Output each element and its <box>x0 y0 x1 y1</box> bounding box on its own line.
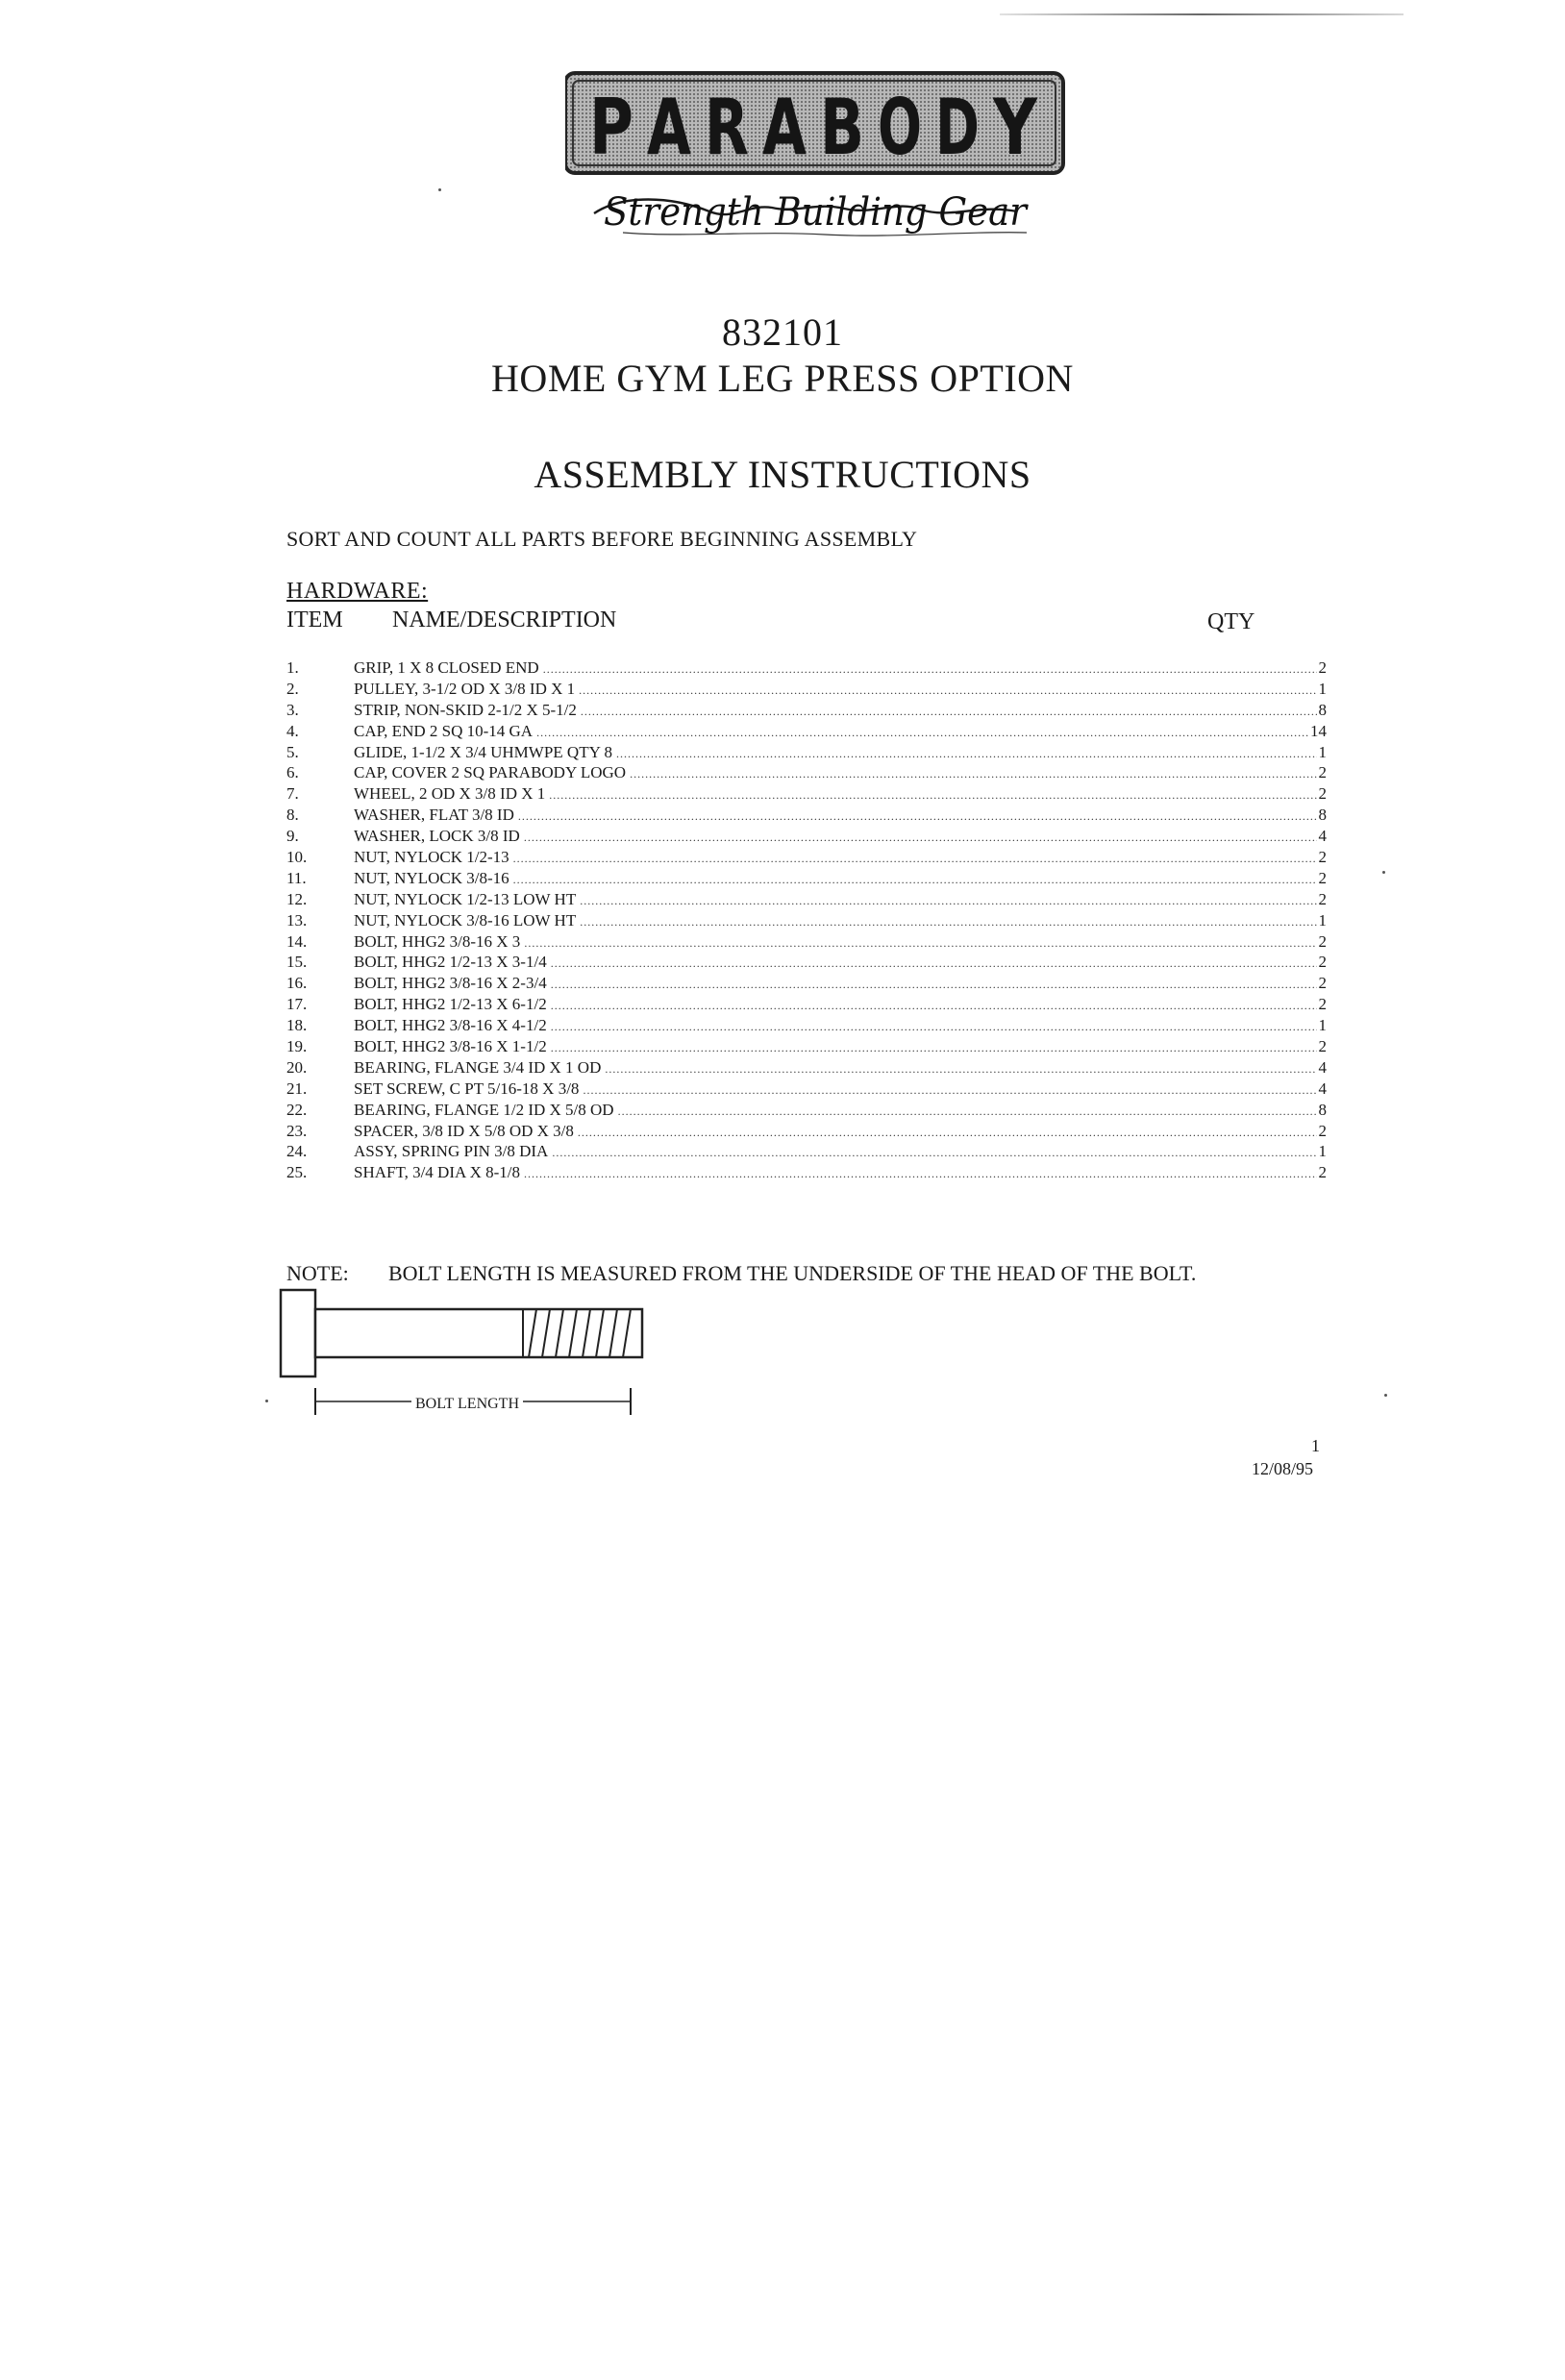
part-number: 1. <box>286 658 299 677</box>
scan-speck <box>265 1400 268 1402</box>
part-description: NUT, NYLOCK 3/8-16 <box>354 868 509 887</box>
part-entry <box>354 868 1327 891</box>
dot-leader <box>513 870 1317 891</box>
bolt-head <box>281 1290 315 1376</box>
part-description: CAP, COVER 2 SQ PARABODY LOGO <box>354 763 627 782</box>
column-header-item: ITEM <box>286 607 343 632</box>
part-description: SET SCREW, C PT 5/16-18 X 3/8 <box>354 1078 580 1098</box>
part-entry <box>354 910 1327 933</box>
part-entry <box>354 1162 1327 1185</box>
part-number: 2. <box>286 679 299 698</box>
part-number: 14. <box>286 931 308 951</box>
part-row <box>286 1078 1327 1100</box>
parabody-logo-graphic <box>565 69 1065 261</box>
dot-leader <box>524 828 1317 849</box>
part-number: 23. <box>286 1121 308 1140</box>
part-description: ASSY, SPRING PIN 3/8 DIA <box>354 1142 549 1161</box>
part-row <box>286 1100 1327 1121</box>
dot-leader <box>551 1038 1317 1059</box>
part-row <box>286 1162 1327 1183</box>
part-quantity: 4 <box>1318 1057 1327 1077</box>
part-number: 18. <box>286 1016 308 1035</box>
part-row <box>286 826 1327 847</box>
logo-letter: B <box>820 83 864 172</box>
part-quantity: 1 <box>1318 1016 1327 1035</box>
part-row <box>286 994 1327 1015</box>
hardware-heading: HARDWARE: <box>286 579 429 604</box>
part-entry <box>354 657 1327 681</box>
dot-leader <box>579 681 1316 702</box>
dot-leader <box>524 1164 1317 1185</box>
scan-speck <box>1382 871 1385 874</box>
part-row <box>286 910 1327 931</box>
part-entry <box>354 742 1327 765</box>
part-description: GLIDE, 1-1/2 X 3/4 UHMWPE QTY 8 <box>354 742 612 761</box>
logo-letter: A <box>647 83 692 172</box>
dot-leader <box>551 996 1317 1017</box>
part-entry <box>354 826 1327 849</box>
scan-artifact-line <box>1000 13 1404 15</box>
note-label: NOTE: <box>286 1261 349 1285</box>
part-quantity: 8 <box>1318 806 1327 825</box>
part-entry <box>354 1015 1327 1038</box>
part-entry <box>354 1121 1327 1144</box>
part-number: 3. <box>286 700 299 719</box>
dot-leader <box>580 891 1316 912</box>
dot-leader <box>551 954 1317 975</box>
part-number: 4. <box>286 721 299 740</box>
dot-leader <box>578 1123 1317 1144</box>
part-row <box>286 762 1327 783</box>
part-number: 10. <box>286 848 308 867</box>
part-entry <box>354 679 1327 702</box>
part-description: SHAFT, 3/4 DIA X 8-1/8 <box>354 1163 520 1182</box>
part-entry <box>354 721 1327 744</box>
dot-leader <box>618 1102 1317 1123</box>
part-quantity: 8 <box>1318 1100 1327 1119</box>
part-entry <box>354 1141 1327 1164</box>
part-quantity: 1 <box>1318 742 1327 761</box>
document-subtitle: ASSEMBLY INSTRUCTIONS <box>534 453 1031 496</box>
dot-leader <box>551 975 1317 996</box>
logo-letter: R <box>705 83 749 172</box>
part-row <box>286 931 1327 953</box>
bolt-length-label: BOLT LENGTH <box>411 1396 523 1413</box>
part-quantity: 2 <box>1318 868 1327 887</box>
logo-letter: Y <box>992 83 1038 172</box>
part-row <box>286 679 1327 700</box>
part-description: NUT, NYLOCK 3/8-16 LOW HT <box>354 910 577 930</box>
part-number: 8. <box>286 806 299 825</box>
part-entry <box>354 931 1327 954</box>
part-row <box>286 847 1327 868</box>
part-row <box>286 1121 1327 1142</box>
part-quantity: 2 <box>1318 995 1327 1014</box>
part-number: 24. <box>286 1142 308 1161</box>
part-number: 21. <box>286 1078 308 1098</box>
part-entry <box>354 700 1327 723</box>
part-number: 20. <box>286 1057 308 1077</box>
logo-letter: A <box>762 83 807 172</box>
part-quantity: 2 <box>1318 931 1327 951</box>
part-quantity: 2 <box>1318 889 1327 908</box>
part-number: 25. <box>286 1163 308 1182</box>
part-quantity: 2 <box>1318 1037 1327 1056</box>
part-quantity: 2 <box>1318 953 1327 972</box>
part-entry <box>354 952 1327 975</box>
dot-leader <box>524 933 1316 954</box>
part-quantity: 2 <box>1318 784 1327 804</box>
part-quantity: 2 <box>1318 1121 1327 1140</box>
part-description: BOLT, HHG2 3/8-16 X 1-1/2 <box>354 1037 547 1056</box>
scan-speck <box>438 188 441 191</box>
part-row <box>286 657 1327 679</box>
column-header-qty: QTY <box>1207 609 1255 634</box>
dot-leader <box>518 806 1317 828</box>
part-number: 22. <box>286 1100 308 1119</box>
part-number: 13. <box>286 910 308 930</box>
part-number: 7. <box>286 784 299 804</box>
part-entry <box>354 805 1327 828</box>
part-entry <box>354 783 1327 806</box>
dot-leader <box>630 764 1316 785</box>
part-quantity: 1 <box>1318 679 1327 698</box>
part-row <box>286 805 1327 826</box>
part-entry <box>354 847 1327 870</box>
document-date: 12/08/95 <box>1252 1459 1314 1478</box>
part-description: BEARING, FLANGE 3/4 ID X 1 OD <box>354 1057 602 1077</box>
part-quantity: 2 <box>1318 1163 1327 1182</box>
part-description: BOLT, HHG2 3/8-16 X 4-1/2 <box>354 1016 547 1035</box>
dot-leader <box>583 1080 1316 1102</box>
document-title: HOME GYM LEG PRESS OPTION <box>491 357 1074 400</box>
part-description: STRIP, NON-SKID 2-1/2 X 5-1/2 <box>354 700 577 719</box>
part-description: BOLT, HHG2 1/2-13 X 3-1/4 <box>354 953 547 972</box>
part-description: BOLT, HHG2 1/2-13 X 6-1/2 <box>354 995 547 1014</box>
part-row <box>286 973 1327 994</box>
part-quantity: 1 <box>1318 1142 1327 1161</box>
part-entry <box>354 994 1327 1017</box>
part-entry <box>354 889 1327 912</box>
part-description: GRIP, 1 X 8 CLOSED END <box>354 658 539 677</box>
part-row <box>286 889 1327 910</box>
part-row <box>286 1036 1327 1057</box>
part-entry <box>354 762 1327 785</box>
scan-speck <box>1384 1394 1387 1397</box>
part-number: 9. <box>286 827 299 846</box>
part-quantity: 4 <box>1318 827 1327 846</box>
part-description: BOLT, HHG2 3/8-16 X 2-3/4 <box>354 974 547 993</box>
logo-tagline: Strength Building Gear <box>604 190 1030 235</box>
dot-leader <box>549 785 1316 806</box>
dot-leader <box>581 702 1317 723</box>
part-quantity: 8 <box>1318 700 1327 719</box>
part-quantity: 2 <box>1318 763 1327 782</box>
part-number: 19. <box>286 1037 308 1056</box>
sort-instruction: SORT AND COUNT ALL PARTS BEFORE BEGINNING ASSEMBLY <box>286 527 918 551</box>
part-row <box>286 952 1327 973</box>
part-number: 15. <box>286 953 308 972</box>
logo-letter: O <box>878 83 922 172</box>
part-description: WHEEL, 2 OD X 3/8 ID X 1 <box>354 784 546 804</box>
part-description: NUT, NYLOCK 1/2-13 LOW HT <box>354 889 577 908</box>
part-entry <box>354 1100 1327 1123</box>
part-number: 5. <box>286 742 299 761</box>
part-number: 12. <box>286 889 308 908</box>
bolt-shank <box>315 1309 642 1357</box>
part-row <box>286 783 1327 805</box>
part-quantity: 2 <box>1318 974 1327 993</box>
part-row <box>286 721 1327 742</box>
part-description: WASHER, FLAT 3/8 ID <box>354 806 514 825</box>
dot-leader <box>543 659 1317 681</box>
document-number: 832101 <box>722 310 843 354</box>
dot-leader <box>552 1143 1316 1164</box>
dot-leader <box>551 1017 1317 1038</box>
part-description: BEARING, FLANGE 1/2 ID X 5/8 OD <box>354 1100 614 1119</box>
part-row <box>286 700 1327 721</box>
dot-leader <box>616 744 1317 765</box>
part-row <box>286 868 1327 889</box>
column-header-description: NAME/DESCRIPTION <box>392 607 617 632</box>
part-number: 16. <box>286 974 308 993</box>
page-number: 1 <box>1311 1436 1320 1455</box>
part-entry <box>354 973 1327 996</box>
dot-leader <box>580 912 1316 933</box>
part-row <box>286 1015 1327 1036</box>
dot-leader <box>513 849 1317 870</box>
part-description: SPACER, 3/8 ID X 5/8 OD X 3/8 <box>354 1121 574 1140</box>
part-quantity: 2 <box>1318 848 1327 867</box>
part-number: 17. <box>286 995 308 1014</box>
part-row <box>286 742 1327 763</box>
part-quantity: 14 <box>1310 721 1327 740</box>
part-row <box>286 1057 1327 1078</box>
part-description: BOLT, HHG2 3/8-16 X 3 <box>354 931 521 951</box>
part-quantity: 2 <box>1318 658 1327 677</box>
note-text: BOLT LENGTH IS MEASURED FROM THE UNDERSIDE OF THE HEAD OF THE BOLT. <box>388 1261 1197 1285</box>
part-entry <box>354 1036 1327 1059</box>
part-row <box>286 1141 1327 1162</box>
parabody-logo <box>565 69 1065 261</box>
part-quantity: 4 <box>1318 1078 1327 1098</box>
dot-leader <box>536 723 1308 744</box>
part-description: WASHER, LOCK 3/8 ID <box>354 827 520 846</box>
logo-letter: P <box>589 83 633 172</box>
part-description: CAP, END 2 SQ 10-14 GA <box>354 721 534 740</box>
dot-leader <box>605 1059 1316 1080</box>
part-entry <box>354 1078 1327 1102</box>
logo-letter: D <box>935 83 980 172</box>
part-description: NUT, NYLOCK 1/2-13 <box>354 848 509 867</box>
hardware-parts-list <box>286 657 1327 1183</box>
part-quantity: 1 <box>1318 910 1327 930</box>
part-number: 11. <box>286 868 307 887</box>
part-number: 6. <box>286 763 299 782</box>
part-entry <box>354 1057 1327 1080</box>
part-description: PULLEY, 3-1/2 OD X 3/8 ID X 1 <box>354 679 576 698</box>
